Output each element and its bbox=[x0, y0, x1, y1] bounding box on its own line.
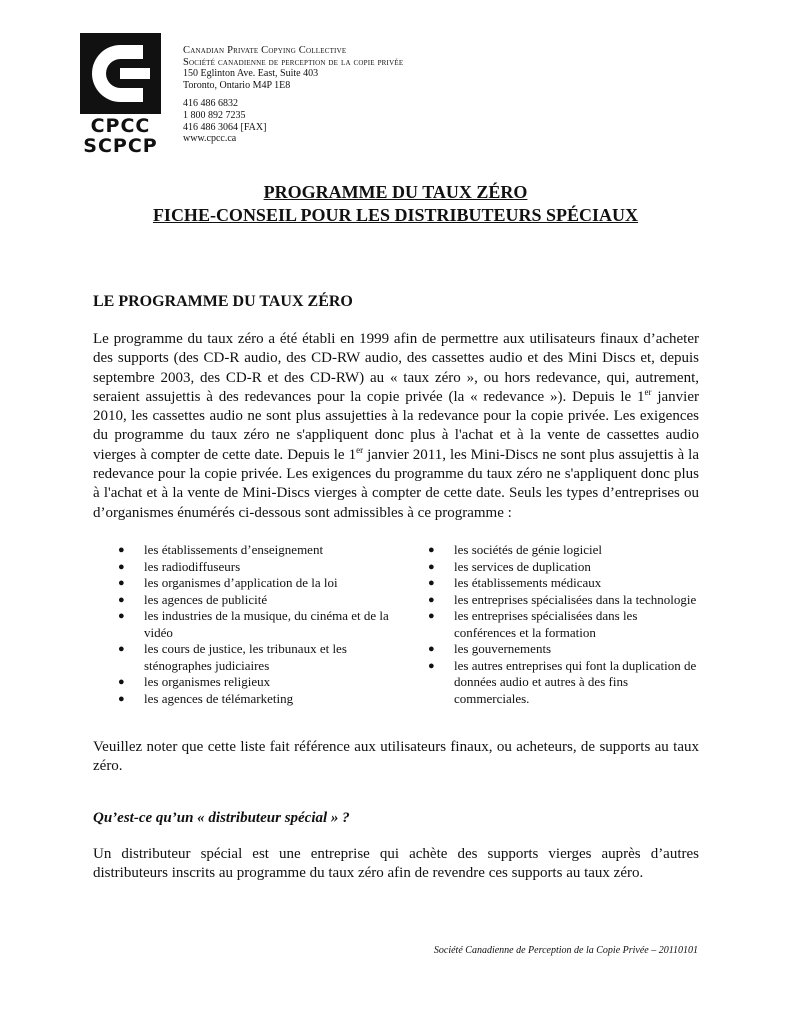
list-item-text: les établissements d’enseignement bbox=[144, 542, 324, 557]
bullet-icon: ● bbox=[428, 643, 435, 655]
fax-line: 416 486 3064 [FAX] bbox=[183, 121, 267, 133]
intro-text-part2: janvier 2010, les cassettes audio ne sont plus assujetties à la redevance pour la copie privée. Les exigences du programme du taux zéro ne s'appliquent donc plus à l'achat et à la vente de cassettes audio vierges à compter de cette date. Depuis le 1 bbox=[93, 388, 699, 463]
list-item bbox=[118, 674, 398, 691]
eligible-list-right bbox=[428, 542, 698, 707]
website-link[interactable]: www.cpcc.ca bbox=[183, 133, 237, 145]
logo-text-scpcp: SCPCP bbox=[83, 135, 158, 157]
phone-line2: 1 800 892 7235 bbox=[183, 109, 246, 121]
bullet-icon: ● bbox=[428, 577, 435, 589]
list-item bbox=[428, 559, 698, 576]
bullet-icon: ● bbox=[118, 610, 125, 622]
list-item bbox=[428, 658, 698, 708]
eligible-list-left bbox=[118, 542, 398, 707]
list-item bbox=[118, 542, 398, 559]
bullet-icon: ● bbox=[428, 610, 435, 622]
list-item bbox=[118, 575, 398, 592]
bullet-icon: ● bbox=[118, 643, 125, 655]
footer-text: Société Canadienne de Perception de la Copie Privée – 20110101 bbox=[433, 945, 698, 956]
bullet-icon: ● bbox=[118, 544, 125, 556]
list-item-text: les services de duplication bbox=[454, 558, 591, 574]
list-item-text: les autres entreprises qui font la duplication de données audio et autres à des fins commerciales. bbox=[454, 657, 697, 706]
address-line2: Toronto, Ontario M4P 1E8 bbox=[183, 79, 291, 91]
bullet-icon: ● bbox=[118, 593, 125, 606]
logo-c-icon bbox=[80, 33, 161, 114]
org-name-fr: Société canadienne de perception de la copie privée bbox=[183, 56, 404, 68]
list-item bbox=[428, 608, 698, 641]
list-item bbox=[118, 691, 398, 708]
superscript-er: er bbox=[644, 386, 652, 397]
list-item-text: les organismes religieux bbox=[144, 674, 271, 689]
letterhead-address bbox=[183, 45, 403, 145]
phone-line1: 416 486 6832 bbox=[183, 98, 238, 110]
bullet-icon: ● bbox=[118, 676, 125, 688]
section-heading: LE PROGRAMME DU TAUX ZÉRO bbox=[93, 293, 353, 310]
intro-paragraph bbox=[93, 330, 699, 523]
list-item bbox=[428, 542, 698, 559]
logo-text-cpcc: CPCC bbox=[90, 115, 151, 137]
bullet-icon: ● bbox=[428, 560, 435, 573]
question-heading: Qu’est-ce qu’un « distributeur spécial » ? bbox=[93, 810, 350, 826]
bullet-icon: ● bbox=[118, 692, 125, 705]
list-item bbox=[118, 641, 398, 674]
list-item-text: les agences de publicité bbox=[144, 591, 268, 607]
list-item bbox=[428, 592, 698, 609]
list-item-text: les agences de télémarketing bbox=[144, 690, 294, 706]
bullet-icon: ● bbox=[118, 577, 125, 589]
list-item bbox=[118, 559, 398, 576]
document-title: PROGRAMME DU TAUX ZÉRO bbox=[263, 182, 528, 202]
list-item-text: les entreprises spécialisées dans les conférences et la formation bbox=[454, 608, 638, 640]
list-item-text: les établissements médicaux bbox=[454, 575, 602, 590]
bullet-icon: ● bbox=[428, 544, 435, 556]
list-item-text: les organismes d’application de la loi bbox=[144, 575, 338, 590]
cpcc-logo bbox=[80, 33, 161, 157]
list-item-text: les industries de la musique, du cinéma et de la vidéo bbox=[144, 608, 389, 640]
bullet-icon: ● bbox=[118, 560, 125, 573]
bullet-icon: ● bbox=[428, 593, 435, 606]
list-item bbox=[118, 592, 398, 609]
bullet-icon: ● bbox=[428, 659, 435, 672]
list-item-text: les cours de justice, les tribunaux et les sténographes judiciaires bbox=[144, 641, 347, 673]
list-item-text: les entreprises spécialisées dans la technologie bbox=[454, 591, 697, 607]
intro-text-part1: Le programme du taux zéro a été établi en 1999 afin de permettre aux utilisateurs finaux d’acheter des supports (des CD-R audio, des CD-RW audio, des cassettes audio et des Mini Discs et, depuis septembre 2003, des CD-R et des CD-RW) au « taux zéro », ou hors redevance, qui, autrement, seraient assujettis à des redevances pour la copie privée (la « redevance »). Depuis le 1 bbox=[93, 331, 699, 405]
address-line1: 150 Eglinton Ave. East, Suite 403 bbox=[183, 68, 319, 80]
org-name-en: Canadian Private Copying Collective bbox=[183, 45, 347, 56]
list-item bbox=[428, 575, 698, 592]
logo-mark bbox=[80, 33, 161, 114]
list-item-text: les sociétés de génie logiciel bbox=[454, 542, 603, 557]
list-item bbox=[118, 608, 398, 641]
superscript-er: er bbox=[356, 444, 364, 455]
list-item bbox=[428, 641, 698, 658]
list-item-text: les radiodiffuseurs bbox=[144, 558, 241, 574]
intro-text-part3: janvier 2011, les Mini-Discs ne sont plus assujettis à la redevance pour la copie privée. Les exigences du programme du taux zéro ne s'appliquent donc plus à l'achat et à la vente de Mini-Discs vierges à compter de cette date. Seuls les types d’entreprises ou d’organismes énumérés ci-dessous sont admissibles à ce programme : bbox=[93, 446, 699, 521]
note-paragraph: Veuillez noter que cette liste fait référence aux utilisateurs finaux, ou acheteurs, de supports au taux zéro. bbox=[93, 739, 699, 775]
definition-paragraph: Un distributeur spécial est une entreprise qui achète des supports vierges auprès d’autres distributeurs inscrits au programme du taux zéro afin de revendre ces supports au taux zéro. bbox=[93, 846, 699, 882]
list-item-text: les gouvernements bbox=[454, 641, 552, 656]
document-subtitle: FICHE-CONSEIL POUR LES DISTRIBUTEURS SPÉCIAUX bbox=[152, 205, 639, 225]
